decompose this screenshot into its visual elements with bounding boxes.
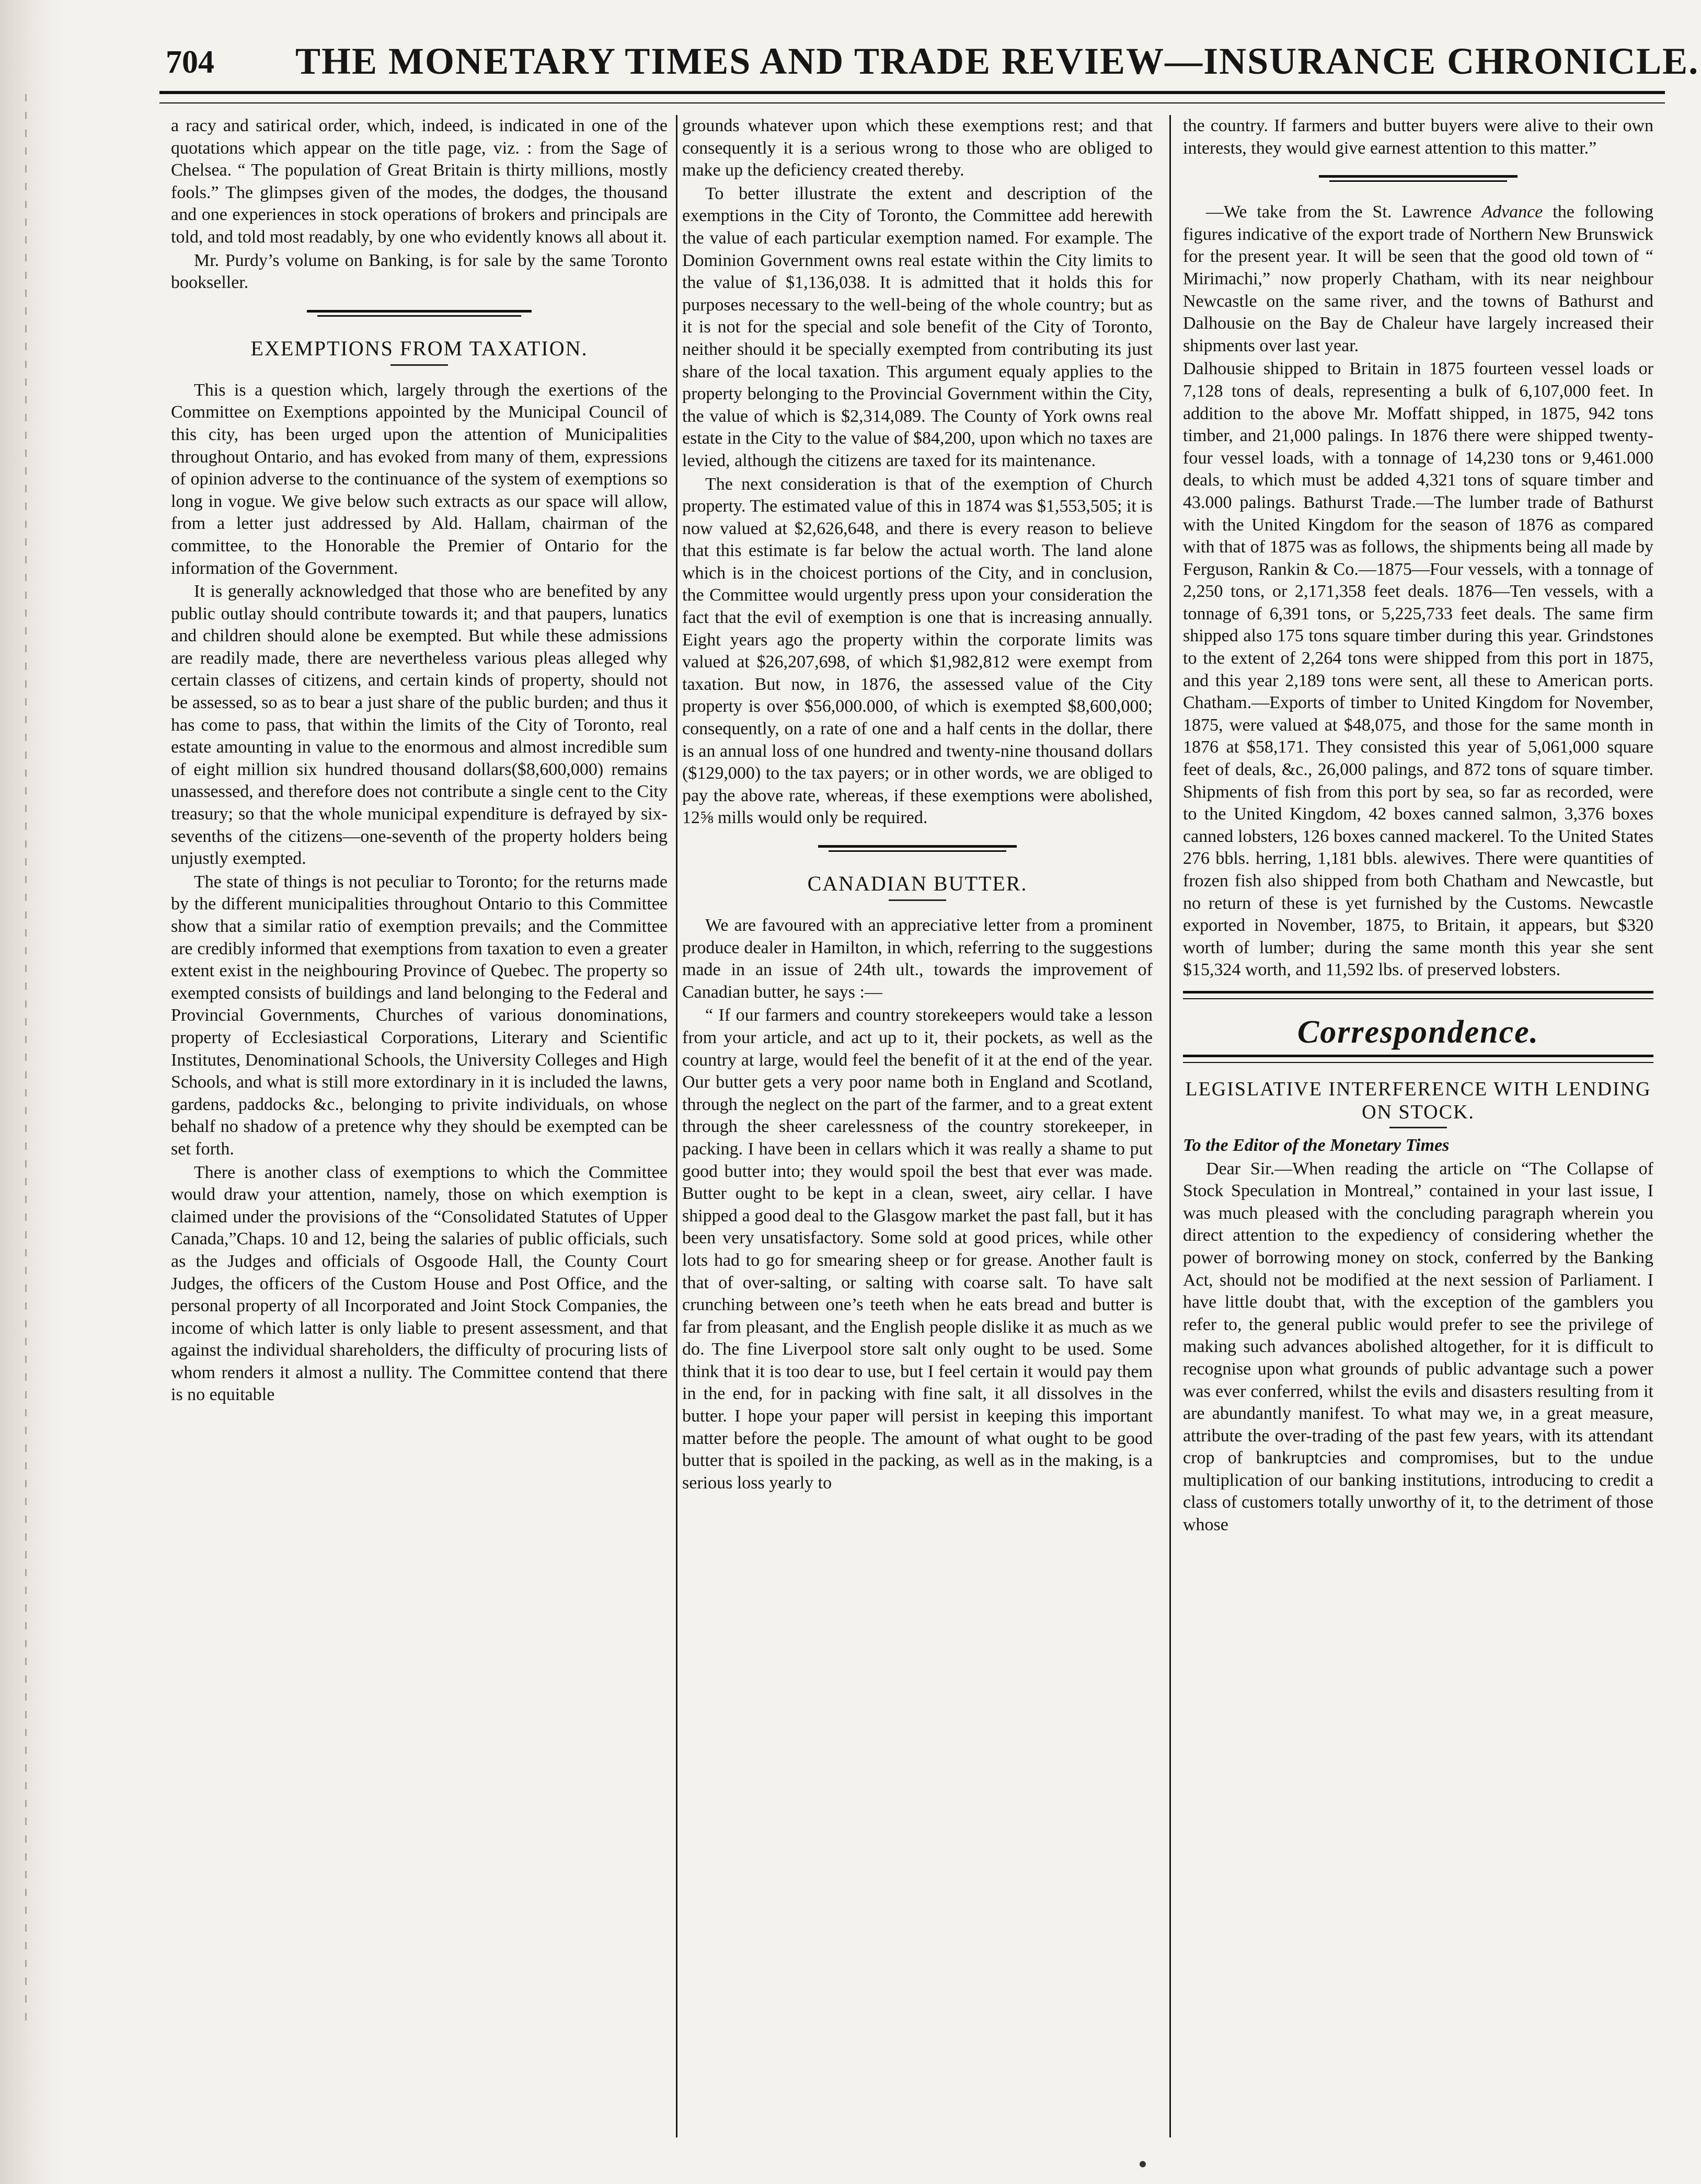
section-rule [1319, 175, 1518, 183]
letter-salutation: To the Editor of the Monetary Times [1183, 1135, 1450, 1155]
heading-legislative-interference: LEGISLATIVE INTERFERENCE WITH LENDING ON STOCK. [1185, 1078, 1651, 1123]
article-paragraph: We are favoured with an appreciative letter from a prominent produce dealer in Hamilton, in which, referring to the suggestions made in an issue of 24th ult., towards the improvement of Canadian butter, he says :— [682, 916, 1153, 1002]
heading-rule [390, 364, 448, 366]
article-paragraph: grounds whatever upon which these exemptions rest; and that consequently it is a serious wrong to those who are obliged to make up the deficiency created thereby. [682, 116, 1153, 180]
ink-speck [1140, 2161, 1146, 2167]
heading-rule [1389, 1127, 1447, 1128]
running-title: THE MONETARY TIMES AND TRADE REVIEW—INSURANCE CHRONICLE. [295, 40, 1699, 82]
section-rule [1183, 1055, 1653, 1063]
article-paragraph: The next consideration is that of the exemption of Church property. The estimated value of this in 1874 was $1,553,505; it is now valued at $2,626,648, and there is every reason to believe that this estimate is far below the actual worth. The land alone which is in the choicest portions of the City, and in conclusion, the Committee would urgently press upon your consideration the fact that the evil of exemption is one that is increasing annually. Eight years ago the property within the corporate limits was valued at $26,207,698, of which $1,982,812 were exempt from taxation. But now, in 1876, the assessed value of the City property is over $56,000.000, of which is exempted $8,600,000; consequently, on a rate of one and a half cents in the dollar, there is an annual loss of one hundred and twenty-nine thousand dollars ($129,000) to the tax payers; or in other words, we are obliged to pay the above rate, whereas, if these exemptions were abolished, 12⅝ mills would only be required. [682, 474, 1153, 828]
text-run: —We take from the St. Lawrence [1206, 202, 1482, 222]
article-paragraph: This is a question which, largely through the exertions of the Committee on Exemptions appointed by the Municipal Council of this city, has been urged upon the attention of Municipalities throughout Ontario, and has evoked from many of them, expressions of opinion adverse to the continuance of the system of exemptions so long in vogue. We give below such extracts as our space will allow, from a letter just addressed by Ald. Hallam, chairman of the committee, to the Honorable the Premier of Ontario for the information of the Government. [171, 380, 668, 578]
article-paragraph: Dalhousie shipped to Britain in 1875 fourteen vessel loads or 7,128 tons of deals, representing a bulk of 6,107,000 feet. In addition to the above Mr. Moffatt shipped, in 1875, 942 tons timber, and 21,000 palings. In 1876 there were shipped twenty-four vessel loads, with a tonnage of 14,230 tons or 9,461.000 deals, to which must be added 4,321 tons of square timber and 43.000 palings. Bathurst Trade.—The lumber trade of Bathurst with the United Kingdom for the season of 1876 as compared with that of 1875 was as follows, the shipments being all made by Ferguson, Rankin & Co.—1875—Four vessels, with a tonnage of 2,250 tons, or 2,171,358 feet deals. 1876—Ten vessels, with a tonnage of 6,391 tons, or 5,225,733 feet deals. The same firm shipped also 175 tons square timber during this year. Grindstones to the extent of 2,264 tons were shipped from this port in 1875, and this year 2,189 tons were sent, all these to American ports. Chatham.—Exports of timber to United Kingdom for November, 1875, were valued at $48,075, and those for the same month in 1876 at $58,171. They consisted this year of 5,061,000 square feet of deals, &c., 26,000 palings, and 872 tons of square timber. Shipments of fish from this port by sea, so far as recorded, were to the United Kingdom, 42 boxes canned salmon, 3,376 boxes canned lobsters, 126 boxes canned mackerel. To the United States 276 bbls. herring, 1,181 bbls. alewives. There were quantities of frozen fish also shipped from both Chatham and Newcastle, but no return of these is yet furnished by the Customs. Newcastle exported in November, 1875, to Britain, it appears, but $320 worth of lumber; during the same month this year she sent $15,324 worth, and 11,592 lbs. of preserved lobsters. [1183, 359, 1653, 980]
column-middle [682, 115, 1153, 2137]
header-rule [159, 91, 1665, 103]
article-paragraph: There is another class of exemptions to which the Committee would draw your attention, namely, those on which exemption is claimed under the provisions of the “Consolidated Statutes of Upper Canada,”Chaps. 10 and 12, being the salaries of public officials, such as the Judges and officials of Osgoode Hall, the County Court Judges, the officers of the Custom House and Post Office, and the personal property of all Incorporated and Joint Stock Companies, the income of which latter is only liable to present assessment, and that against the individual shareholders, the difficulty of procuring lists of whom renders it almost a nullity. The Committee contend that there is no equitable [171, 1162, 668, 1405]
letter-paragraph: Dear Sir.—When reading the article on “The Collapse of Stock Speculation in Montreal,” contained in your last issue, I was much pleased with the concluding paragraph wherein you direct attention to the expediency of considering whether the power of borrowing money on stock, conferred by the Banking Act, should not be modified at the next session of Parliament. I have little doubt that, with the exception of the gamblers you refer to, the general public would prefer to see the privilege of making such advances abolished altogether, for it is difficult to recognise upon what grounds of public advantage such a power was ever conferred, whilst the evils and disasters resulting from it are abundantly manifest. To what may we, in a great measure, attribute the over-trading of the past few years, with its attendant crop of bankruptcies and compromises, but to the undue multiplication of our banking institutions, introducing to credit a class of customers totally unworthy of it, to the detriment of those whose [1183, 1159, 1653, 1535]
newspaper-name: Advance [1481, 202, 1543, 222]
correspondence-title: Correspondence. [1297, 1014, 1539, 1050]
section-rule [1183, 991, 1653, 999]
masthead [159, 37, 1699, 110]
heading-exemptions-from-taxation: EXEMPTIONS FROM TAXATION. [250, 336, 588, 360]
quoted-letter: “ If our farmers and country storekeepers would take a lesson from your article, and act up to it, their pockets, as well as the country at large, would feel the benefit of it at the end of the year. Our butter gets a very poor name both in England and Scotland, through the neglect on the part of the farmer, and to a great extent through the sheer carelessness of the country storekeeper, in packing. I have been in cellars which it was really a shame to put good butter into; they would spoil the best that ever was made. Butter ought to be kept in a clean, sweet, airy cellar. I have shipped a good deal to the Glasgow market the past fall, but it has been very unsatisfactory. Some sold at good prices, while other lots had to go for smearing sheep or for grease. Another fault is that of over-salting, or salting with coarse salt. To have salt crunching between one’s teeth when he eats bread and butter is far from pleasant, and the English people dislike it as much as we do. The fine Liverpool store salt only ought to be used. Some think that it is too dear to use, but I feel certain it would pay them in the end, for in packing with fine salt, it all dissolves in the butter. I hope your paper will persist in keeping this important matter before the people. The amount of what ought to be good butter that is spoiled in the packing, as well as in the making, is a serious loss yearly to [682, 1006, 1153, 1493]
article-paragraph: To better illustrate the extent and description of the exemptions in the City of Toronto, the Committee add herewith the value of each particular exemption named. For example. The Dominion Government owns real estate within the City limits to the value of $1,136,038. It is admitted that it holds this for purposes necessary to the well-being of the whole country; but as it is not for the special and sole benefit of the City of Toronto, neither should it be specially exempted from contributing its just share of the local taxation. This argument equaly applies to the property belonging to the Provincial Government within the City, the value of which is $2,314,089. The County of York owns real estate in the City to the value of $84,200, upon which no taxes are levied, although the citizens are taxed for its maintenance. [682, 183, 1153, 470]
column-divider [676, 115, 677, 2137]
quoted-letter-end: the country. If farmers and butter buyers were alive to their own interests, they would give earnest attention to this matter.” [1183, 116, 1653, 158]
article-paragraph: It is generally acknowledged that those who are benefited by any public outlay should contribute towards it; and that paupers, lunatics and children should alone be exempted. But while these admissions are readily made, there are nevertheless various pleas alleged why certain classes of citizens, and certain kinds of property, should not be assessed, so as to bear a just share of the public burden; and thus it has come to pass, that within the limits of the City of Toronto, real estate amounting in value to the enormous and almost incredible sum of eight million six hundred thousand dollars($8,600,000) remains unassessed, and therefore does not contribute a single cent to the City treasury; so that the whole municipal expenditure is defrayed by six-sevenths of the citizens—one-seventh of the property holders being unjustly exempted. [171, 582, 668, 869]
article-paragraph [1183, 201, 1653, 357]
article-columns [159, 115, 1665, 2137]
book-review-text: a racy and satirical order, which, indeed, is indicated in one of the quotations which appear on the title page, viz. : from the Sage of Chelsea. “ The population of Great Britain is thirty millions, mostly fools.” The glimpses given of the modes, the dodges, the thousand and one experiences in stock operations of brokers and principals are told, and told most readably, by one who evidently knows all about it. [171, 116, 668, 247]
section-rule [818, 845, 1017, 853]
column-right [1183, 115, 1653, 2137]
article-paragraph: The state of things is not peculiar to Toronto; for the returns made by the different municipalities throughout Ontario to this Committee show that a similar ratio of exemption prevails; and the Committee are credibly informed that exemptions from taxation to even a greater extent exist in the neighbouring Province of Quebec. The property so exempted consists of buildings and land belonging to the Federal and Provincial Governments, Churches of various donominations, property of Ecclesiastical Corporations, Literary and Scientific Institutes, Denominational Schools, the University Colleges and High Schools, and what is still more extordinary in it is included the lawns, gardens, paddocks &c., belonging to privite individuals, on whose behalf no shadow of a pretence why they should be exempted can be set forth. [171, 872, 668, 1159]
page-binding-edge [0, 0, 63, 2184]
text-run: the following figures indicative of the export trade of Northern New Brunswick for the present year. It will be seen that the good old town of “ Mirimachi,” now properly Chatham, with its near neighbour Newcastle on the same river, and the towns of Bathurst and Dalhousie on the Bay de Chaleur have largely increased their shipments over last year. [1183, 202, 1653, 355]
column-left [171, 115, 668, 2137]
page-number: 704 [166, 44, 214, 80]
heading-canadian-butter: CANADIAN BUTTER. [807, 872, 1028, 895]
heading-rule [889, 899, 946, 901]
newspaper-page [159, 37, 1699, 2148]
section-rule [307, 310, 532, 318]
book-review-text: Mr. Purdy’s volume on Banking, is for sale by the same Toronto bookseller. [171, 250, 668, 293]
column-divider [1169, 115, 1171, 2137]
